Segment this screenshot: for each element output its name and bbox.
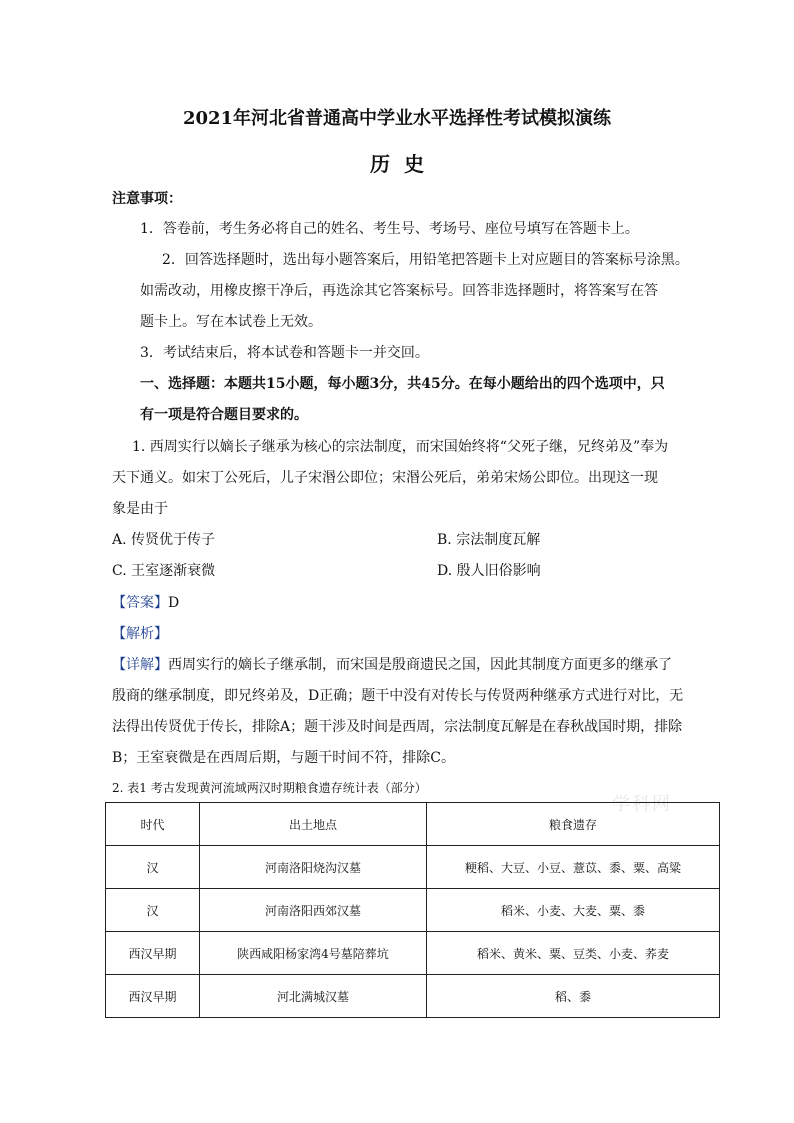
cell-site: 陕西咸阳杨家湾4号墓陪葬坑 (200, 932, 427, 975)
table-row (106, 975, 720, 1018)
notice-heading: 注意事项： (112, 191, 182, 207)
cell-grain: 稻、黍 (427, 975, 720, 1018)
cell-site: 河南洛阳西郊汉墓 (200, 889, 427, 932)
detail-line-4: B；王室衰微是在西周后期，与题干时间不符，排除C。 (112, 750, 455, 766)
grain-remains-table (105, 802, 720, 1018)
subject-title: 历史 (370, 152, 438, 176)
table-row (106, 932, 720, 975)
detail-tag: 【详解】 (112, 657, 168, 673)
question-1-option-c: C. 王室逐渐衰微 (112, 563, 216, 579)
cell-grain: 稻米、黄米、粟、豆类、小麦、荞麦 (427, 932, 720, 975)
detail-text-1: 西周实行的嫡长子继承制，而宋国是殷商遗民之国，因此其制度方面更多的继承了 (168, 657, 672, 673)
question-1-option-a: A. 传贤优于传子 (112, 532, 216, 548)
table-row (106, 889, 720, 932)
detail-line-2: 殷商的继承制度，即兄终弟及，D正确；题干中没有对传长与传贤两种继承方式进行对比，无 (112, 688, 684, 704)
cell-era: 西汉早期 (106, 975, 200, 1018)
section-heading-line-1: 一、选择题：本题共15小题，每小题3分，共45分。在每小题给出的四个选项中，只 (140, 376, 665, 392)
header-grain: 粮食遗存 (427, 803, 720, 846)
notice-item-2-line-2: 如需改动，用橡皮擦干净后，再选涂其它答案标号。回答非选择题时，将答案写在答 (140, 283, 658, 299)
cell-era: 汉 (106, 889, 200, 932)
question-1-option-d: D. 殷人旧俗影响 (437, 563, 541, 579)
question-1-option-b: B. 宗法制度瓦解 (437, 532, 541, 548)
header-site: 出土地点 (200, 803, 427, 846)
cell-site: 河北满城汉墓 (200, 975, 427, 1018)
answer-row (112, 592, 179, 612)
cell-site: 河南洛阳烧沟汉墓 (200, 846, 427, 889)
answer-value: D (168, 595, 180, 611)
cell-grain: 稻米、小麦、大麦、粟、黍 (427, 889, 720, 932)
question-1-stem-line-1: 1. 西周实行以嫡长子继承为核心的宗法制度，而宋国始终将“父死子继，兄终弟及”奉为 (132, 439, 669, 455)
answer-tag: 【答案】 (112, 595, 168, 611)
notice-item-1: 1．答卷前，考生务必将自己的姓名、考生号、考场号、座位号填写在答题卡上。 (140, 221, 639, 237)
header-era: 时代 (106, 803, 200, 846)
cell-era: 汉 (106, 846, 200, 889)
detail-line-3: 法得出传贤优于传长，排除A；题干涉及时间是西周，宗法制度瓦解是在春秋战国时期，排除 (112, 719, 683, 735)
table-row (106, 846, 720, 889)
watermark: 学科网 (612, 794, 672, 815)
table-header-row (106, 803, 720, 846)
analysis-tag: 【解析】 (112, 626, 168, 642)
question-1-stem-line-2: 天下通义。如宋丁公死后，儿子宋湣公即位；宋湣公死后，弟弟宋炀公即位。出现这一现 (112, 470, 658, 486)
section-heading-line-2: 有一项是符合题目要求的。 (140, 407, 308, 423)
notice-item-3: 3．考试结束后，将本试卷和答题卡一并交回。 (140, 345, 429, 361)
notice-item-2-line-3: 题卡上。写在本试卷上无效。 (140, 314, 322, 330)
table-caption: 2. 表1 考古发现黄河流域两汉时期粮食遗存统计表（部分） (112, 781, 427, 795)
notice-item-2-line-1: 2．回答选择题时，选出每小题答案后，用铅笔把答题卡上对应题目的答案标号涂黑。 (162, 252, 689, 268)
cell-era: 西汉早期 (106, 932, 200, 975)
page-title: 2021年河北省普通高中学业水平选择性考试模拟演练 (182, 108, 612, 129)
detail-line-1 (112, 654, 672, 674)
question-1-stem-line-3: 象是由于 (112, 501, 168, 517)
cell-grain: 粳稻、大豆、小豆、薏苡、黍、粟、高粱 (427, 846, 720, 889)
